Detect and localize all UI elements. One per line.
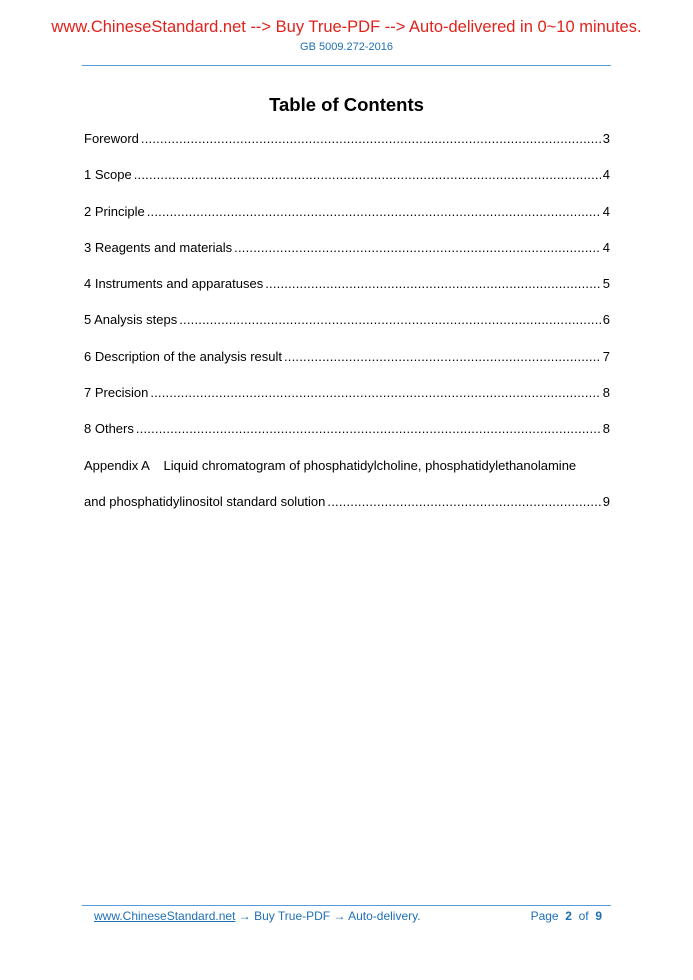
toc-entry-instruments[interactable]	[84, 276, 610, 312]
header-divider	[82, 65, 611, 66]
toc-entry-others[interactable]	[84, 421, 610, 457]
toc-entry-label: 4 Instruments and apparatuses	[84, 276, 264, 292]
toc-entry-page: 4	[602, 167, 610, 183]
footer-delivery-info	[94, 909, 421, 923]
toc-leader-dots	[327, 494, 600, 509]
toc-entry-label: 8 Others	[84, 421, 134, 437]
toc-leader-dots	[150, 385, 600, 400]
toc-entry-label: 1 Scope	[84, 167, 132, 183]
toc-entry-precision[interactable]	[84, 385, 610, 421]
toc-entry-appendix-a[interactable]	[84, 458, 610, 494]
toc-entry-label: 7 Precision	[84, 385, 149, 401]
toc-entry-page: 3	[602, 131, 610, 146]
toc-entry-analysis-steps[interactable]	[84, 312, 610, 348]
toc-leader-dots	[136, 421, 601, 436]
page-label: Page	[530, 909, 559, 923]
of-label: of	[578, 909, 589, 923]
toc-entry-principle[interactable]	[84, 204, 610, 240]
toc-entry-foreword[interactable]	[84, 131, 610, 167]
footer-site-link[interactable]: www.ChineseStandard.net	[94, 909, 236, 923]
toc-leader-dots	[234, 240, 601, 255]
current-page: 2	[565, 909, 572, 923]
toc-entry-reagents[interactable]	[84, 240, 610, 276]
toc-entry-page: 5	[602, 276, 610, 292]
toc-entry-page: 9	[602, 493, 610, 509]
toc-entry-page: 4	[602, 203, 610, 219]
toc-entry-label: Appendix A Liquid chromatogram of phosphatidylcholine, phosphatidylethanolamine	[84, 457, 577, 473]
toc-list	[84, 131, 610, 530]
page-footer	[94, 909, 602, 923]
toc-leader-dots	[141, 131, 601, 146]
toc-entry-label: and phosphatidylinositol standard solution	[84, 493, 326, 509]
toc-entry-page: 8	[602, 385, 610, 401]
toc-leader-dots	[179, 312, 601, 327]
toc-entry-analysis-result[interactable]	[84, 349, 610, 385]
total-pages: 9	[595, 909, 602, 923]
header-banner[interactable]: www.ChineseStandard.net --> Buy True-PDF --> Auto-delivered in 0~10 minutes.	[51, 18, 642, 36]
toc-entry-page: 6	[602, 312, 610, 328]
toc-title: Table of Contents	[269, 94, 424, 115]
toc-entry-label: Foreword	[84, 131, 139, 146]
toc-leader-dots	[134, 167, 601, 182]
toc-entry-label: 5 Analysis steps	[84, 312, 178, 328]
toc-entry-page: 8	[602, 421, 610, 437]
toc-leader-dots	[265, 276, 601, 291]
toc-entry-page: 7	[602, 348, 610, 364]
page-number	[531, 909, 602, 923]
standard-number: GB 5009.272-2016	[300, 41, 393, 53]
toc-leader-dots	[284, 349, 601, 364]
toc-entry-label: 3 Reagents and materials	[84, 239, 233, 255]
footer-divider	[82, 905, 611, 906]
toc-entry-scope[interactable]	[84, 167, 610, 203]
toc-entry-label: 6 Description of the analysis result	[84, 348, 282, 364]
toc-leader-dots	[147, 204, 601, 219]
toc-entry-page: 4	[602, 239, 610, 255]
toc-entry-appendix-a-continued[interactable]	[84, 494, 610, 530]
toc-entry-label: 2 Principle	[84, 203, 145, 219]
footer-delivery-text: → Buy True-PDF → Auto-delivery.	[235, 909, 421, 923]
